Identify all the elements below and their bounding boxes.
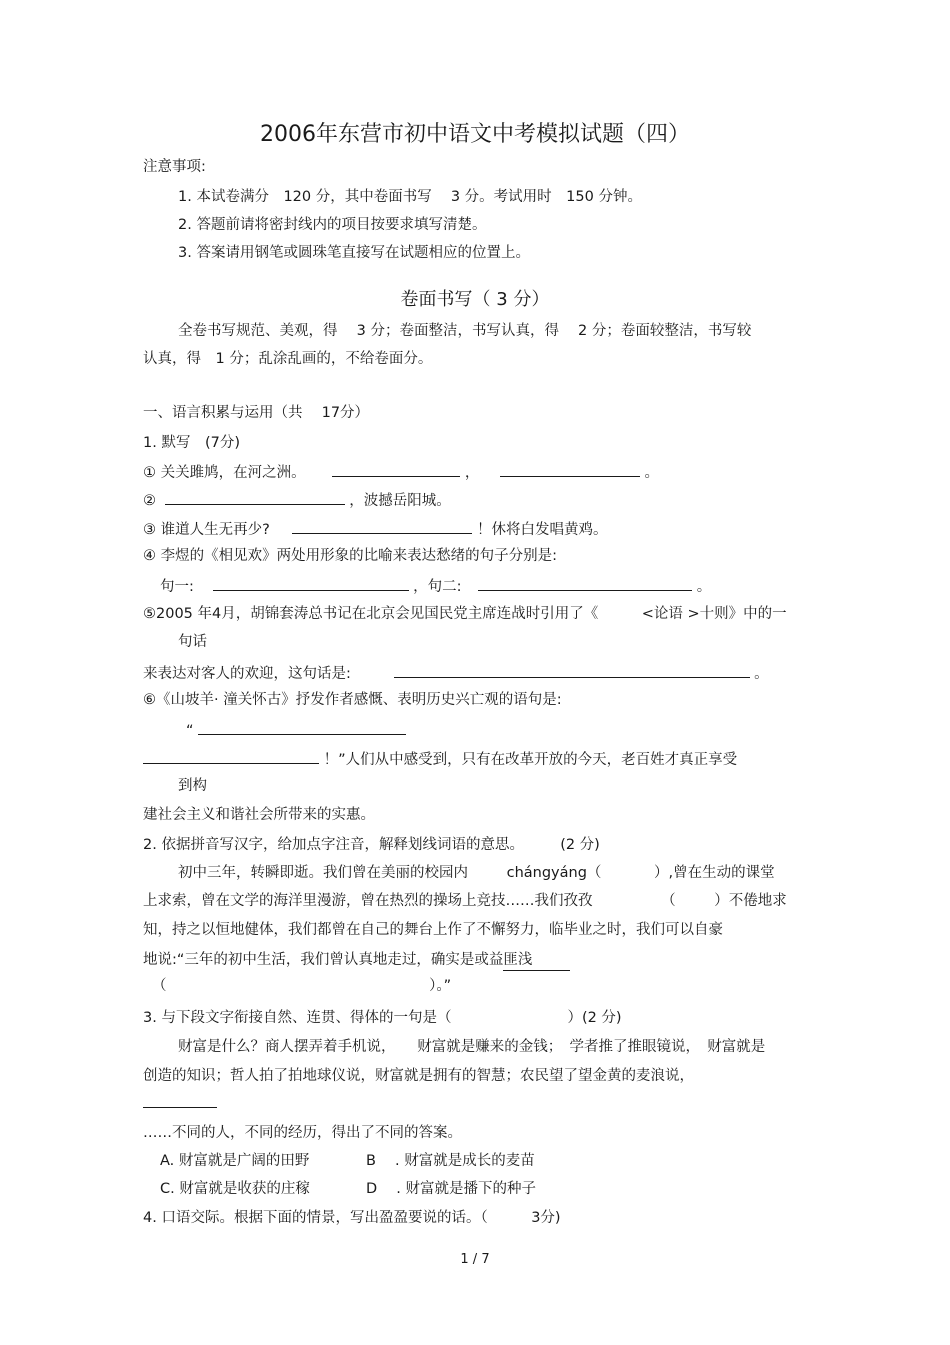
passage-text: （ <box>152 978 167 994</box>
option-b[interactable]: B . 财富就是成长的麦苗 <box>366 1153 535 1169</box>
passage-line <box>143 891 787 911</box>
answer-blank[interactable] <box>500 461 640 477</box>
recite-text: ！”人们从中感受到，只有在改革开放的今天，老百姓才真正享受 <box>323 752 738 768</box>
quote-mark: “ <box>186 723 194 739</box>
recite-text: ！休将白发唱黄鸡。 <box>477 522 608 538</box>
answer-blank[interactable] <box>332 461 460 477</box>
recite-item-5-cont: 句话 <box>178 634 207 650</box>
question-heading: 1. 默写 (7分) <box>143 435 240 451</box>
recite-item-6-cont: 到构 <box>178 778 207 794</box>
passage-text: 初中三年，转瞬即逝。我们曾在美丽的校园内 <box>178 865 468 881</box>
recite-text: 。 <box>644 465 660 481</box>
answer-blank[interactable] <box>292 518 472 534</box>
passage-line: 创造的知识；哲人拍了拍地球仪说，财富就是拥有的智慧；农民望了望金黄的麦浪说， <box>143 1068 694 1084</box>
page-number: 1 / 7 <box>460 1252 490 1267</box>
passage-line: 财富是什么？商人摆弄着手机说， 财富就是赚来的金钱； 学者推了推眼镜说， 财富就是 <box>178 1039 766 1055</box>
question-heading: 4. 口语交际。根据下面的情景，写出盈盈要说的话。（ 3分) <box>143 1210 561 1226</box>
notice-item: 2. 答题前请将密封线内的项目按要求填写清楚。 <box>178 217 487 233</box>
passage-text: ）不倦地求 <box>714 893 787 909</box>
notice-item: 1. 本试卷满分 120 分，其中卷面书写 3 分。考试用时 150 分钟。 <box>178 189 642 205</box>
recite-text: ② <box>143 493 156 509</box>
writing-line: 全卷书写规范、美观，得 3 分；卷面整洁，书写认真，得 2 分；卷面较整洁，书写较 <box>178 323 752 339</box>
answer-blank[interactable] <box>198 719 406 735</box>
recite-text: ，波撼岳阳城。 <box>349 493 451 509</box>
recite-item-6-line <box>143 748 737 770</box>
recite-text: ③ 谁道人生无再少? <box>143 522 270 538</box>
question-heading: 2. 依据拼音写汉字，给加点字注音，解释划线词语的意思。 (2 分) <box>143 837 600 853</box>
answer-blank[interactable] <box>143 748 319 764</box>
passage-line <box>152 976 451 996</box>
page-title: 2006年东营市初中语文中考模拟试题（四） <box>260 122 690 147</box>
writing-title: 卷面书写（ 3 分） <box>400 289 550 310</box>
answer-blank[interactable] <box>478 575 692 591</box>
answer-blank[interactable] <box>165 489 345 505</box>
recite-text: ， <box>464 465 480 481</box>
notice-heading: 注意事项: <box>143 159 206 175</box>
passage-text: 上求索，曾在文学的海洋里漫游，曾在热烈的操场上竞技……我们孜孜 <box>143 893 593 909</box>
recite-item-3 <box>143 518 608 540</box>
passage-text: 地说:“三年的初中生活，我们曾认真地走过，确实是或益 <box>143 952 504 968</box>
answer-blank[interactable] <box>143 1107 217 1108</box>
pinyin-text: chángyáng（ <box>506 865 602 881</box>
notice-item: 3. 答案请用钢笔或圆珠笔直接写在试题相应的位置上。 <box>178 245 530 261</box>
recite-item-5-answer <box>143 662 769 684</box>
answer-blank[interactable] <box>213 575 409 591</box>
recite-text: ① 关关雎鸠，在河之洲。 <box>143 465 306 481</box>
recite-item-6-blank <box>186 719 406 741</box>
passage-text: （ <box>661 893 676 909</box>
recite-text: 。 <box>754 666 769 682</box>
underlined-word: 匪浅 <box>503 950 570 971</box>
passage-text: ）,曾在生动的课堂 <box>654 865 775 881</box>
option-a[interactable]: A. 财富就是广阔的田野 <box>160 1153 310 1169</box>
passage-line <box>143 950 570 971</box>
recite-text: 句一: <box>160 579 194 595</box>
answer-blank[interactable] <box>394 662 750 678</box>
recite-item-6-end: 建社会主义和谐社会所带来的实惠。 <box>143 807 375 823</box>
recite-item-1 <box>143 461 659 483</box>
option-d[interactable]: D . 财富就是播下的种子 <box>366 1181 536 1197</box>
recite-item-4: ④ 李煜的《相见欢》两处用形象的比喻来表达愁绪的句子分别是: <box>143 548 557 564</box>
recite-text: ，句二: <box>413 579 462 595</box>
recite-item-6: ⑥《山坡羊· 潼关怀古》抒发作者感慨、表明历史兴亡观的语句是: <box>143 692 562 708</box>
recite-item-5: ⑤2005 年4月，胡锦套涛总书记在北京会见国民党主席连战时引用了《 <论语 >十则》中的一 <box>143 606 787 622</box>
option-c[interactable]: C. 财富就是收获的庄稼 <box>160 1181 310 1197</box>
passage-text: ）。” <box>429 978 452 994</box>
recite-item-2 <box>143 489 451 511</box>
passage-line: 知，持之以恒地健体，我们都曾在自己的舞台上作了不懈努力，临毕业之时，我们可以自豪 <box>143 922 723 938</box>
writing-line: 认真，得 1 分；乱涂乱画的，不给卷面分。 <box>143 351 433 367</box>
recite-text: 来表达对客人的欢迎，这句话是: <box>143 666 351 682</box>
recite-text: 。 <box>696 579 712 595</box>
question-heading: 3. 与下段文字衔接自然、连贯、得体的一句是（ ）(2 分) <box>143 1010 622 1026</box>
section-heading: 一、语言积累与运用（共 17分） <box>143 405 370 421</box>
passage-line <box>178 863 775 883</box>
passage-line: ……不同的人，不同的经历，得出了不同的答案。 <box>143 1125 462 1141</box>
recite-item-4-answers <box>160 575 711 597</box>
